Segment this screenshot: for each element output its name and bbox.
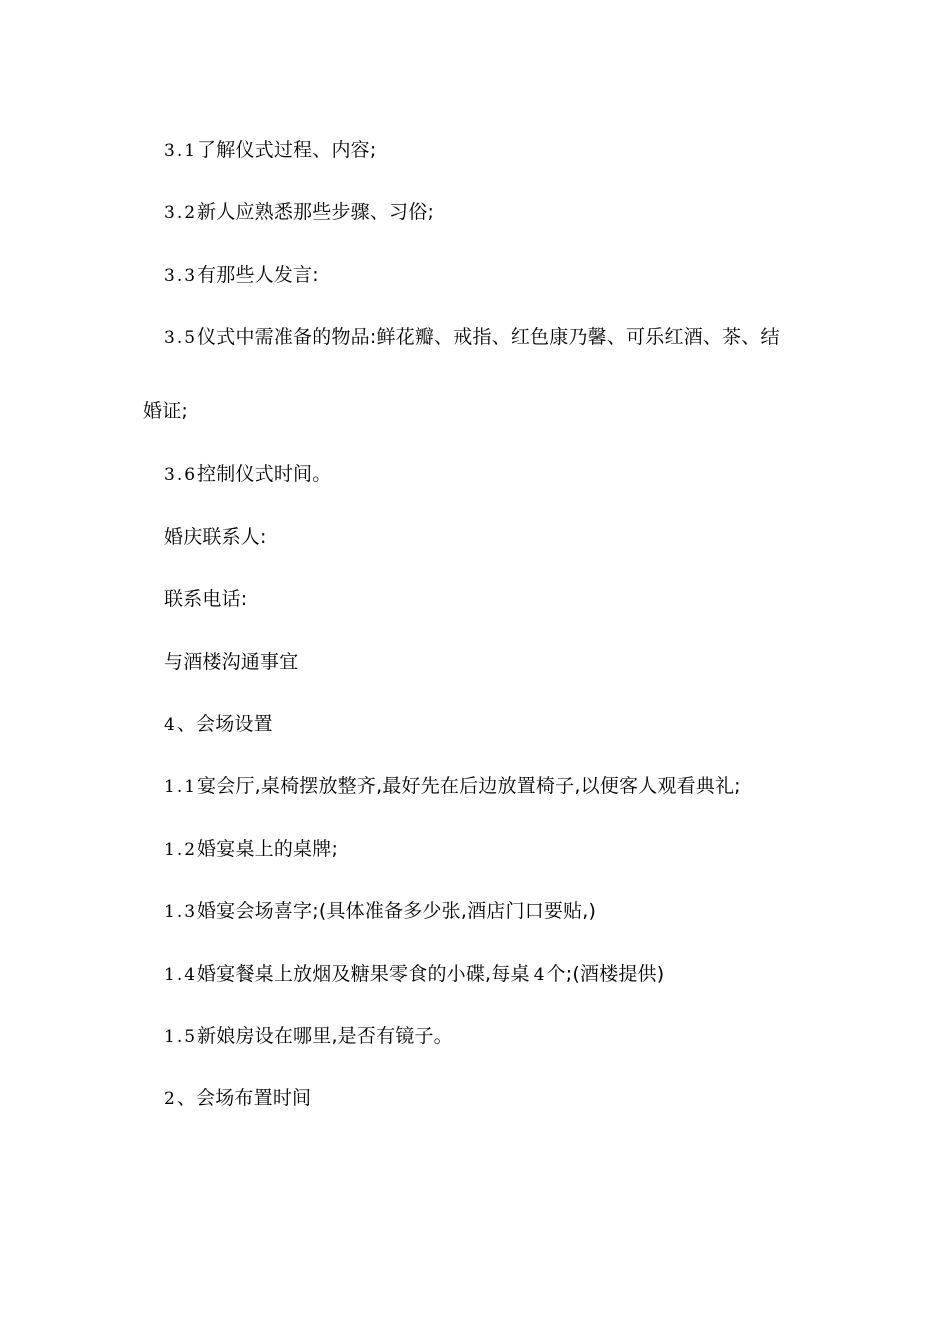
paragraph-text: 与酒楼沟通事宜 [164, 651, 299, 673]
paragraph-3-6 [164, 462, 331, 487]
wedding-contact-label [164, 525, 267, 549]
item-number: 3.3 [164, 266, 198, 286]
paragraph-3-5-continuation [143, 399, 188, 423]
paragraph-text: 联系电话: [164, 588, 248, 610]
section-4-heading [164, 712, 273, 737]
paragraph-1-2 [164, 837, 338, 862]
restaurant-matters-heading [164, 650, 298, 674]
paragraph-text: 仪式中需准备的物品:鲜花瓣、戒指、红色康乃馨、可乐红酒、茶、结 [197, 326, 780, 348]
item-number: 1.1 [164, 777, 198, 797]
paragraph-1-4 [164, 962, 664, 987]
item-number: 2 [164, 1089, 177, 1109]
paragraph-1-5 [164, 1024, 453, 1049]
paragraph-text: 、会场布置时间 [176, 1087, 312, 1109]
paragraph-text: 婚宴会场喜字;(具体准备多少张,酒店门口要贴,) [197, 900, 597, 922]
paragraph-text: 、会场设置 [176, 713, 273, 735]
paragraph-text: 控制仪式时间。 [197, 463, 332, 485]
paragraph-text: 新娘房设在哪里,是否有镜子。 [197, 1025, 453, 1047]
paragraph-3-2 [164, 200, 434, 225]
paragraph-3-1 [164, 138, 376, 163]
paragraph-1-3 [164, 899, 596, 924]
paragraph-text: 宴会厅,桌椅摆放整齐,最好先在后边放置椅子,以便客人观看典礼; [197, 775, 741, 797]
inline-number: 4 [533, 965, 547, 985]
paragraph-text: 个;(酒楼提供) [546, 963, 665, 985]
paragraph-3-3 [164, 263, 319, 288]
paragraph-text: 婚宴餐桌上放烟及糖果零食的小碟,每桌 [197, 963, 530, 985]
paragraph-text: 婚证; [143, 400, 189, 422]
item-number: 4 [164, 715, 177, 735]
item-number: 3.1 [164, 141, 198, 161]
paragraph-3-5 [164, 325, 780, 350]
item-number: 3.6 [164, 465, 198, 485]
paragraph-text: 婚庆联系人: [164, 526, 267, 548]
paragraph-text: 新人应熟悉那些步骤、习俗; [197, 201, 435, 223]
paragraph-text: 了解仪式过程、内容; [197, 139, 377, 161]
contact-phone-label [164, 587, 247, 611]
paragraph-text: 有那些人发言: [197, 264, 319, 286]
item-number: 1.2 [164, 840, 198, 860]
paragraph-1-1 [164, 774, 741, 799]
item-number: 1.4 [164, 965, 198, 985]
section-2-heading [164, 1086, 311, 1111]
item-number: 1.5 [164, 1027, 198, 1047]
item-number: 1.3 [164, 902, 198, 922]
item-number: 3.5 [164, 328, 198, 348]
paragraph-text: 婚宴桌上的桌牌; [197, 838, 339, 860]
item-number: 3.2 [164, 203, 198, 223]
